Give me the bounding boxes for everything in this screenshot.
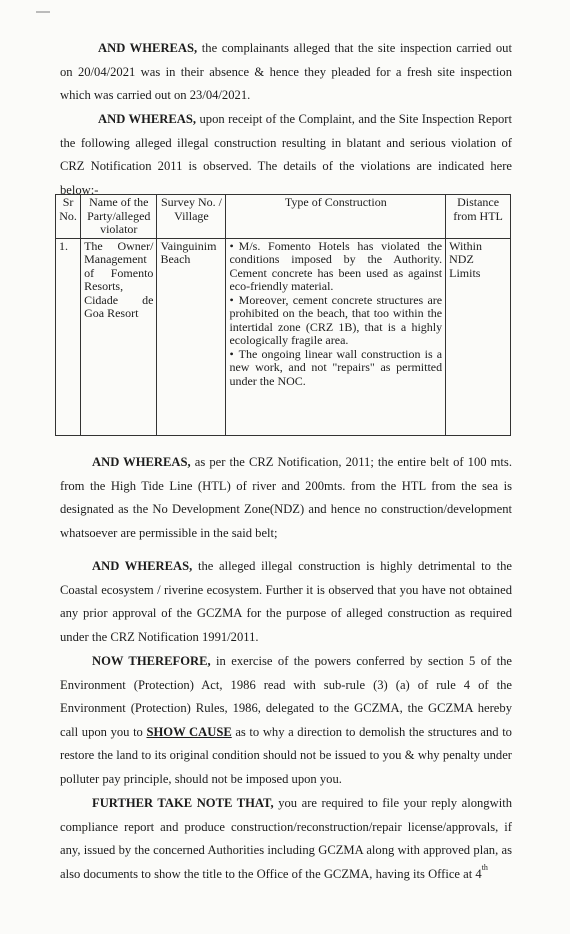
paragraph-lead: AND WHEREAS, (92, 455, 191, 469)
violation-bullet: • The ongoing linear wall construction is a new work, and not "repairs" as permitted under the NOC. (229, 348, 442, 389)
cell-party-name: The Owner/ Management of Fomento Resorts, Cidade de Goa Resort (81, 238, 157, 436)
paragraph-text: as to why a direction to demolish the structures and to restore the land to its original condition should not be issued to you & why penalty under polluter pay principle, should not be imposed upon you. (60, 724, 512, 786)
header-distance-htl: Distance from HTL (446, 195, 511, 239)
paragraph-text: in exercise of the powers conferred by section 5 of the Environment (Protection) Act, 1986 read with sub-rule (3) (a) of rule 4 of the Environment (Protection) Rules, 1986, delegated to the GCZMA, the GCZMA hereby call upon you to (60, 654, 512, 739)
paragraph-lead: AND WHEREAS, (92, 559, 193, 573)
paragraph-lead: NOW THEREFORE, (92, 654, 211, 668)
paragraph-text: upon receipt of the Complaint, and the Site Inspection Report the following alleged illegal construction resulting in blatant and serious violation of CRZ Notification 2011 is observed. The details of the violations are indicated here below:- (60, 112, 512, 197)
paragraph-lead: AND WHEREAS, (98, 112, 197, 126)
paragraph-show-cause (60, 650, 512, 791)
paragraph-ecosystem-detriment (60, 555, 512, 649)
violations-table (55, 194, 511, 436)
cell-construction-type (226, 238, 446, 436)
paragraph-complaint-inspection (60, 37, 512, 108)
table-header-row (56, 195, 511, 239)
paragraph-lead: FURTHER TAKE NOTE THAT, (92, 796, 274, 810)
paragraph-further-note (60, 792, 512, 886)
header-survey-village: Survey No. / Village (157, 195, 226, 239)
header-sr-no: Sr No. (56, 195, 81, 239)
paragraph-lead: AND WHEREAS, (98, 41, 198, 55)
cell-survey-village: Vainguinim Beach (157, 238, 226, 436)
paragraph-violation-intro (60, 108, 512, 202)
header-party-name: Name of the Party/alleged violator (81, 195, 157, 239)
paragraph-ndz-belt (60, 451, 512, 545)
violation-bullet: • Moreover, cement concrete structures are prohibited on the beach, that too within the intertidal zone (CRZ 1B), that is a highly ecologically fragile area. (229, 294, 442, 348)
table-row (56, 238, 511, 436)
cell-sr-no: 1. (56, 238, 81, 436)
paragraph-text: the alleged illegal construction is highly detrimental to the Coastal ecosystem / riverine ecosystem. Further it is observed that you have not obtained any prior approval of the GCZMA for the purpose of alleged construction as required under the CRZ Notification 1991/2011. (60, 559, 512, 644)
show-cause-emphasis: SHOW CAUSE (146, 724, 232, 739)
paragraph-text: as per the CRZ Notification, 2011; the entire belt of 100 mts. from the High Tide Line (HTL) of river and 200mts. from the HTL from the sea is designated as the No Development Zone(NDZ) and hence no construction/development whatsoever are permissible in the said belt; (60, 455, 512, 540)
paragraph-text: the complainants alleged that the site inspection carried out on 20/04/2021 was in their absence & hence they pleaded for a fresh site inspection which was carried out on 23/04/2021. (60, 41, 512, 102)
paragraph-text: you are required to file your reply alongwith compliance report and produce construction/reconstruction/repair license/approvals, if any, issued by the concerned Authorities including GCZMA along with approved plan, as also documents to show the title to the Office of the GCZMA, having its Office at 4 (60, 796, 512, 881)
violation-bullet: • M/s. Fomento Hotels has violated the conditions imposed by the Authority. Cement concrete has been used as against eco-friendly material. (229, 240, 442, 294)
header-construction-type: Type of Construction (226, 195, 446, 239)
cell-distance-htl: Within NDZ Limits (446, 238, 511, 436)
scan-mark (36, 11, 50, 13)
superscript-th: th (481, 862, 488, 872)
